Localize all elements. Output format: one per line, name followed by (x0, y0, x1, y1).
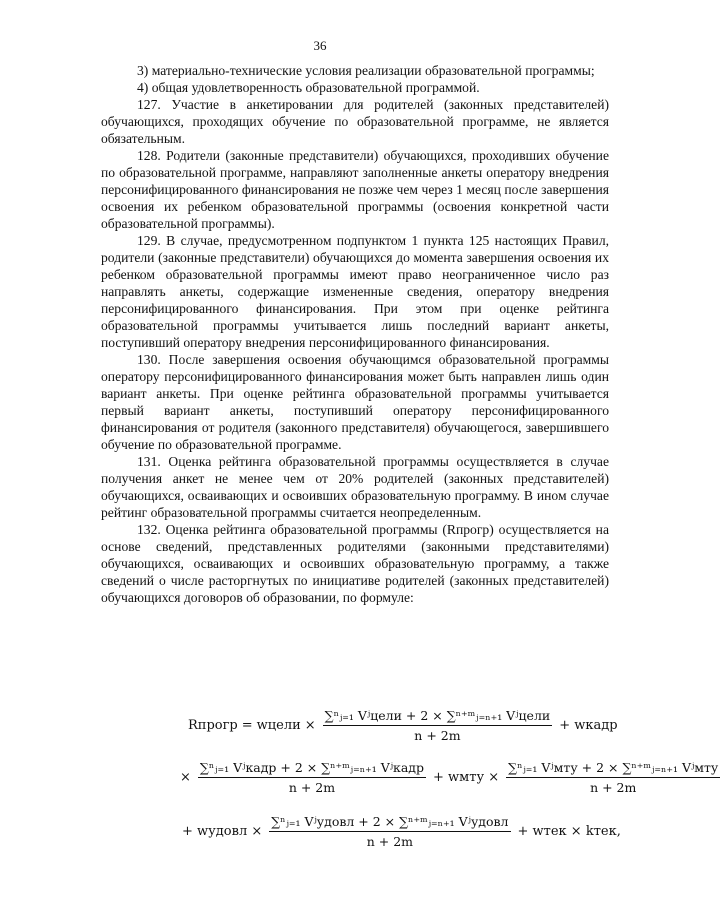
fraction-udovl-denominator: n + 2m (366, 834, 413, 849)
fraction-celi-denominator: n + 2m (414, 728, 461, 743)
formula-equals: = (241, 718, 253, 733)
paragraph-131: 131. Оценка рейтинга образовательной программы осуществляется в случае получения анкет не менее чем от 20% родителей (законных представителей) обучающихся, осваивающих и освоивших образовательную программу. В ином случае рейтинг образовательной программы считается неопределенным. (101, 454, 609, 520)
paragraph-132: 132. Оценка рейтинга образовательной программы (Rпрогр) осуществляется на основе сведений, представленных родителями (законными представителями) обучающихся, осваивающих и освоивших образовательную программу, а также сведений о числе расторгнутых по инициативе родителей (законных представителей) обучающихся договоров об образовании, по формуле: (101, 522, 609, 605)
formula-w-mtu: + wмту × (433, 770, 500, 785)
paragraph-item-4: 4) общая удовлетворенность образовательной программой. (137, 80, 480, 95)
formula-w-kadr: + wкадр (559, 718, 618, 733)
paragraph-127: 127. Участие в анкетировании для родителей (законных представителей) обучающихся, проходящих обучение по образовательной программе, не является обязательным. (101, 97, 609, 146)
paragraph-130: 130. После завершения освоения обучающимся образовательной программы оператору персонифицированного финансирования может быть направлен лишь один вариант анкеты. При оценке рейтинга образовательной программы учитывается первый вариант анкеты, поступивший оператору персонифицированного финансирования от родителя (законного представителя) обучающегося, завершившего обучение по образовательной программе. (101, 352, 609, 452)
paragraph-item-3: 3) материально-технические условия реализации образовательной программы; (137, 63, 595, 78)
formula-lhs: Rпрогр (188, 718, 238, 733)
formula-tail: + wтек × kтек, (517, 824, 621, 839)
rating-formula (100, 708, 719, 858)
fraction-celi (323, 708, 553, 743)
fraction-kadr-denominator: n + 2m (288, 780, 336, 795)
formula-times: × (304, 718, 316, 733)
formula-w-udovl: + wудовл × (182, 824, 263, 839)
fraction-udovl-numerator: ∑ⁿⱼ₌₁ Vʲудовл + 2 × ∑ⁿ⁺ᵐⱼ₌ₙ₊₁ Vʲудовл (269, 814, 510, 832)
fraction-celi-numerator: ∑ⁿⱼ₌₁ Vʲцели + 2 × ∑ⁿ⁺ᵐⱼ₌ₙ₊₁ Vʲцели (323, 708, 553, 726)
formula-times-2: × (180, 770, 191, 785)
formula-w-celi: wцели (256, 718, 301, 733)
fraction-mtu-numerator: ∑ⁿⱼ₌₁ Vʲмту + 2 × ∑ⁿ⁺ᵐⱼ₌ₙ₊₁ Vʲмту (506, 760, 720, 778)
document-body (101, 62, 609, 606)
paragraph-129: 129. В случае, предусмотренном подпунктом 1 пункта 125 настоящих Правил, родители (законные представители) обучающихся до момента завершения освоения их ребенком образовательной программы имеют право неограниченное число раз направлять анкеты, содержащие измененные сведения, оператору внедрения персонифицированного финансирования. При этом при оценке рейтинга образовательной программы учитывается лишь последний вариант анкеты, поступивший оператору внедрения персонифицированного финансирования. (101, 233, 609, 350)
paragraph-128: 128. Родители (законные представители) обучающихся, проходивших обучение по образовательной программе, направляют заполненные анкеты оператору внедрения персонифицированного финансирования не позже чем через 1 месяц после завершения освоения их ребенком образовательной программы (освоения конкретной части образовательной программы). (101, 148, 609, 231)
fraction-mtu-denominator: n + 2m (590, 780, 637, 795)
formula-line-3 (178, 814, 625, 849)
fraction-udovl (269, 814, 510, 849)
formula-line-2 (176, 760, 723, 795)
fraction-kadr-numerator: ∑ⁿⱼ₌₁ Vʲкадр + 2 × ∑ⁿ⁺ᵐⱼ₌ₙ₊₁ Vʲкадр (198, 760, 426, 778)
formula-line-1 (188, 708, 622, 743)
fraction-kadr (198, 760, 426, 795)
page-number: 36 (313, 38, 327, 53)
fraction-mtu (506, 760, 720, 795)
